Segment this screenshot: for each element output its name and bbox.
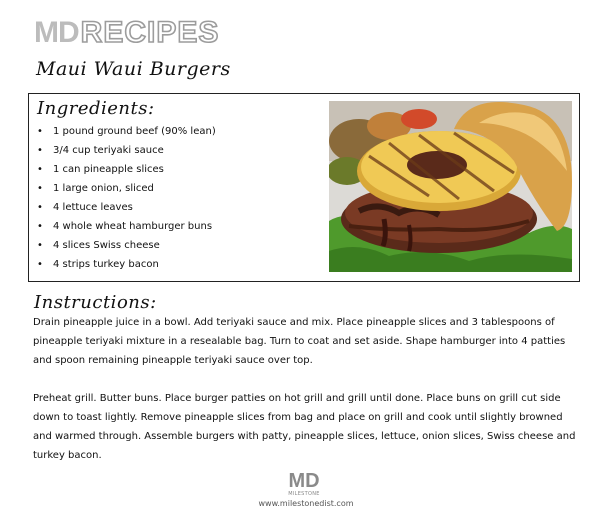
ingredients-box xyxy=(28,93,580,282)
instruction-paragraph: Drain pineapple juice in a bowl. Add teriyaki sauce and mix. Place pineapple slices and 3 tablespoons of pineapple teriyaki mixture in a resealable bag. Turn to coat and set aside. Shape hamburger into 4 patties and spoon remaining pineapple teriyaki sauce over top. xyxy=(33,317,566,366)
ingredient-item: • 1 pound ground beef (90% lean) xyxy=(29,122,216,141)
ingredient-item: • 1 can pineapple slices xyxy=(29,160,216,179)
ingredient-item: • 4 strips turkey bacon xyxy=(29,255,216,274)
instructions-heading: Instructions: xyxy=(34,292,157,313)
footer-logo-sub: MILESTONE xyxy=(288,491,320,497)
footer-logo-mark: MD xyxy=(288,470,320,492)
burger-photo xyxy=(329,101,572,272)
logo-mark: MD xyxy=(34,16,79,49)
ingredient-item: • 3/4 cup teriyaki sauce xyxy=(29,141,216,160)
milestone-logo xyxy=(284,471,324,497)
ingredients-heading: Ingredients: xyxy=(37,98,155,119)
ingredients-list xyxy=(29,122,216,274)
instruction-paragraph: Preheat grill. Butter buns. Place burger patties on hot grill and grill until done. Place buns on grill cut side down to toast lightly. Remove pineapple slices from bag and place on grill and cook until slightly browned and warmed through. Assemble burgers with patty, pineapple slices, lettuce, onion slices, Swiss cheese and turkey bacon. xyxy=(33,393,576,461)
footer-url: www.milestonedist.com xyxy=(258,499,354,508)
recipe-title: Maui Waui Burgers xyxy=(36,58,231,80)
ingredient-item: • 4 lettuce leaves xyxy=(29,198,216,217)
md-recipes-logo xyxy=(34,18,219,48)
ingredient-item: • 4 slices Swiss cheese xyxy=(29,236,216,255)
ingredient-item: • 4 whole wheat hamburger buns xyxy=(29,217,216,236)
ingredient-item: • 1 large onion, sliced xyxy=(29,179,216,198)
logo-word: RECIPES xyxy=(80,16,220,49)
